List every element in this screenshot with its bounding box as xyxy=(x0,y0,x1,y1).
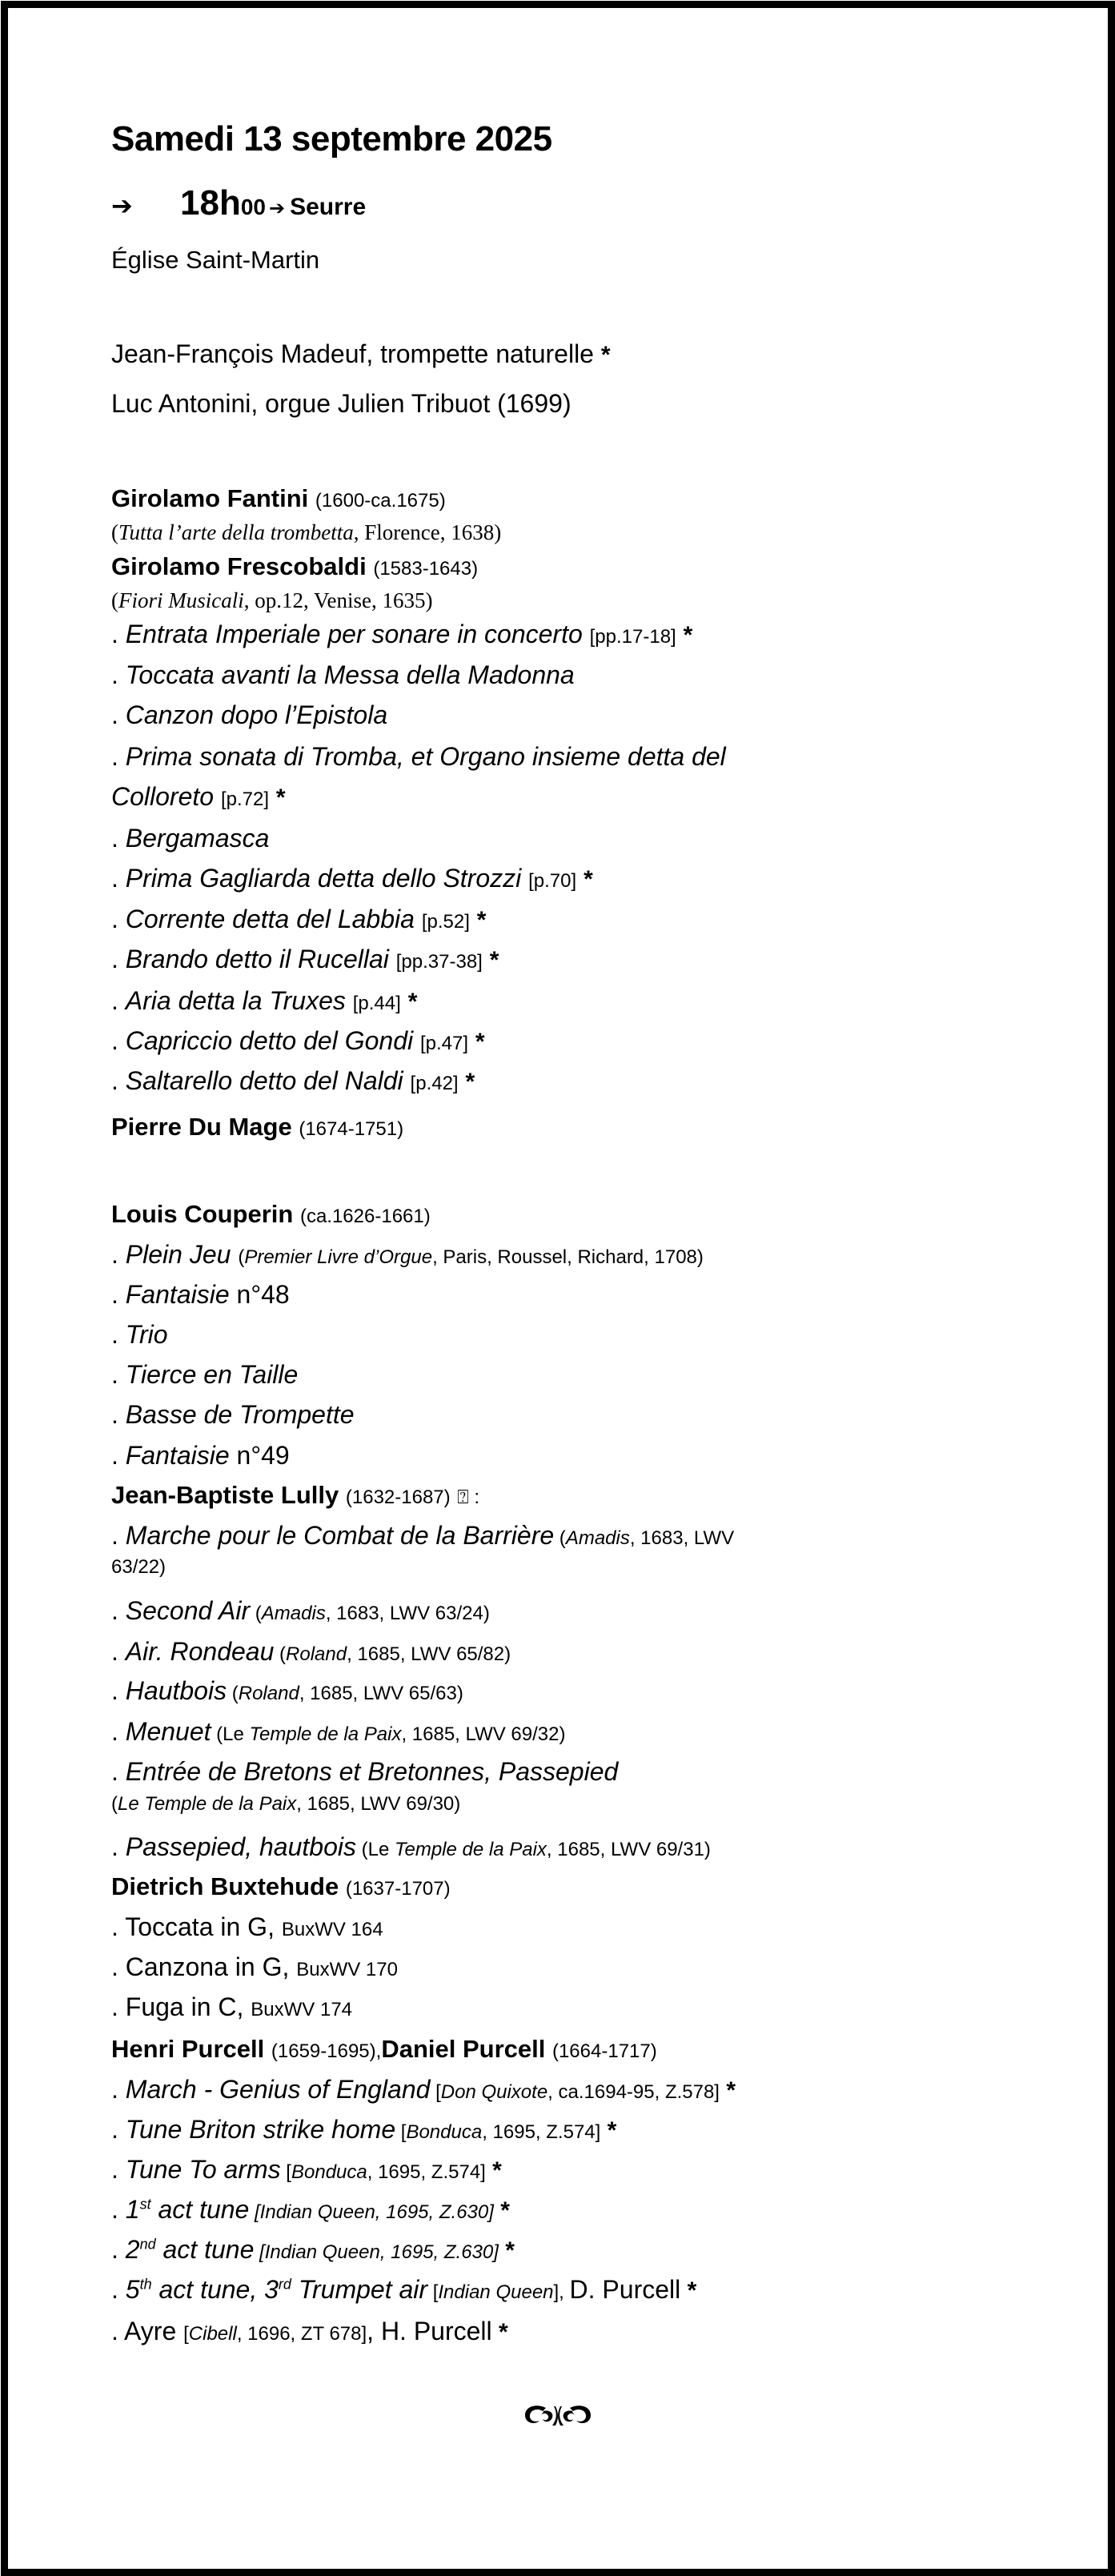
composer-heading xyxy=(111,1202,431,1226)
piece-item: . Passepied, hautbois (Le Temple de la Paix, 1685, LWV 69/31) xyxy=(111,1832,711,1861)
source-title: Roland xyxy=(238,1683,299,1704)
star-marker: * xyxy=(475,1029,485,1055)
composer-dates: (1637-1707) xyxy=(345,1878,451,1900)
page-ref: [p.72] xyxy=(220,788,269,810)
piece-title: Marche pour le Combat de la Barrière xyxy=(125,1521,555,1550)
paren: ( xyxy=(111,588,118,612)
bracket: [ xyxy=(280,2161,291,2183)
piece-item: . Tune To arms [Bonduca, 1695, Z.574] * xyxy=(111,2155,502,2184)
composer-heading xyxy=(111,1874,451,1899)
piece-title: Corrente detta del Labbia xyxy=(125,905,415,933)
catalogue-ref: BuxWV 170 xyxy=(296,1959,398,1980)
paren: ( xyxy=(238,1246,245,1268)
paren: (Le xyxy=(211,1723,250,1745)
performer-text: Jean-François Madeuf, trompette naturelle xyxy=(111,339,594,368)
arrow-right-icon: ➔ xyxy=(268,198,286,219)
piece-item xyxy=(111,702,387,728)
bullet: . xyxy=(111,700,126,729)
bullet: . xyxy=(111,660,126,689)
composer-name: Pierre Du Mage xyxy=(111,1113,292,1141)
piece-title: . Ayre xyxy=(111,2317,184,2345)
piece-title: Menuet xyxy=(125,1717,211,1746)
piece-item: . 2nd act tune [Indian Queen, 1695, Z.630] * xyxy=(111,2235,515,2264)
ordinal-number: 2 xyxy=(125,2235,140,2264)
star-marker: * xyxy=(476,907,487,933)
page-ref: [p.44] xyxy=(352,993,401,1014)
piece-item xyxy=(111,1954,398,1980)
paren: (Le xyxy=(355,1839,395,1860)
piece-item xyxy=(111,621,692,648)
source-title: Bonduca xyxy=(406,2121,483,2143)
ordinal-suffix: th xyxy=(139,2276,152,2293)
source-title: Amadis xyxy=(565,1527,630,1549)
piece-title: Prima sonata di Tromba, et Organo insieme detta del xyxy=(125,742,726,771)
piece-title: Hautbois xyxy=(125,1676,227,1705)
piece-item: . Menuet (Le Temple de la Paix, 1685, LWV 69/32) xyxy=(111,1717,566,1746)
colon: : xyxy=(468,1487,480,1508)
piece-title: Prima Gagliarda detta dello Strozzi xyxy=(125,864,522,893)
composer-name: Girolamo Fantini xyxy=(111,484,309,512)
piece-item xyxy=(111,1068,475,1094)
composer-heading xyxy=(111,2036,657,2061)
paren: ( xyxy=(250,1603,262,1624)
piece-item xyxy=(111,946,499,973)
star-marker: * xyxy=(680,2277,697,2304)
piece-item xyxy=(111,744,726,769)
source-title: Indian Queen xyxy=(438,2281,554,2303)
bracket: [ xyxy=(430,2081,441,2103)
ordinal-suffix: nd xyxy=(139,2236,156,2253)
piece-title: Canzon dopo l’Epistola xyxy=(125,700,388,729)
piece-title: Trio xyxy=(125,1320,168,1349)
piece-author: , H. Purcell xyxy=(367,2317,492,2345)
source-details: , 1685, LWV 69/30) xyxy=(296,1793,461,1815)
bracket: [ xyxy=(183,2323,189,2345)
piece-title: act tune xyxy=(155,2235,255,2264)
piece-number: n°49 xyxy=(229,1441,290,1470)
piece-title: Fantaisie xyxy=(125,1441,230,1470)
piece-item: . 5th act tune, 3rd Trumpet air [Indian Queen], D. Purcell * xyxy=(111,2275,697,2304)
time-location-row xyxy=(111,183,367,223)
source-title: Bonduca xyxy=(291,2161,367,2183)
piece-title: Entrata Imperiale per sonare in concerto xyxy=(125,620,583,648)
star-marker: * xyxy=(600,342,611,368)
source-title: Don Quixote xyxy=(440,2081,548,2103)
star-marker: * xyxy=(275,784,286,811)
piece-title: Trumpet air xyxy=(291,2275,428,2304)
source-details: , ca.1694-95, Z.578] xyxy=(547,2081,720,2103)
bullet: . xyxy=(111,1066,126,1095)
piece-title: Fantaisie xyxy=(125,1280,230,1309)
composer-heading xyxy=(111,1483,479,1507)
piece-title: Capriccio detto del Gondi xyxy=(125,1026,414,1055)
piece-item xyxy=(111,988,417,1014)
piece-item xyxy=(111,2318,508,2345)
catalogue-ref: BuxWV 164 xyxy=(281,1919,383,1940)
piece-item: . Air. Rondeau (Roland, 1685, LWV 65/82) xyxy=(111,1637,511,1666)
composer-dates: (1600-ca.1675) xyxy=(315,490,446,512)
piece-title: Basse de Trompette xyxy=(125,1400,355,1429)
piece-title: . Canzona in G, xyxy=(111,1952,297,1981)
source-details: , 1695, Z.574] xyxy=(367,2161,486,2183)
source-details: , 1683, LWV 63/24) xyxy=(325,1603,490,1624)
bullet: . xyxy=(111,945,126,973)
star-marker: * xyxy=(407,989,418,1015)
page-ref: [pp.17-18] xyxy=(589,626,676,648)
composer-heading xyxy=(111,554,478,579)
piece-item: . Fantaisie n°49 xyxy=(111,1441,290,1470)
bullet: . xyxy=(111,986,126,1015)
source-details: , 1695, Z.574] xyxy=(482,2121,601,2143)
source-details: , Florence, 1638) xyxy=(353,520,502,544)
piece-item: . Marche pour le Combat de la Barrière (Amadis, 1683, LWV xyxy=(111,1521,735,1550)
piece-item xyxy=(111,1028,485,1054)
page-ref: [p.52] xyxy=(421,911,470,933)
piece-item: . Tierce en Taille xyxy=(111,1360,299,1389)
page-ref: [pp.37-38] xyxy=(395,951,483,973)
source-line xyxy=(111,590,433,612)
piece-item xyxy=(111,784,286,810)
piece-item xyxy=(111,662,575,688)
piece-item xyxy=(111,865,593,892)
paren: ( xyxy=(274,1643,287,1665)
event-venue: Église Saint-Martin xyxy=(111,246,320,274)
piece-title: March - Genius of England xyxy=(125,2075,431,2104)
bullet: . xyxy=(111,824,126,853)
composer-dates: (1674-1751) xyxy=(299,1118,404,1140)
source-details: , Paris, Roussel, Richard, 1708) xyxy=(432,1246,704,1268)
composer-heading xyxy=(111,486,446,511)
bracket: [ xyxy=(395,2121,407,2143)
star-marker: * xyxy=(485,2157,502,2184)
piece-title: act tune xyxy=(150,2195,250,2224)
piece-title: Tune To arms xyxy=(125,2155,281,2184)
piece-item: . Trio xyxy=(111,1320,168,1349)
catalogue-ref: BuxWV 174 xyxy=(251,1999,353,2020)
piece-item: . March - Genius of England [Don Quixote, ca.1694-95, Z.578] * xyxy=(111,2075,736,2104)
star-marker: * xyxy=(491,2319,508,2345)
fleuron-ornament-icon xyxy=(522,2401,594,2429)
separator: , xyxy=(375,2040,382,2062)
bullet: . xyxy=(111,1026,126,1055)
star-marker: * xyxy=(489,947,499,973)
composer-dates: (1659-1695) xyxy=(271,2040,376,2062)
piece-item xyxy=(111,906,486,933)
piece-title: Entrée de Bretons et Bretonnes, Passepied xyxy=(125,1757,619,1786)
composer-name: Daniel Purcell xyxy=(381,2035,546,2063)
piece-title: Second Air xyxy=(125,1596,251,1625)
page-ref: [p.70] xyxy=(528,870,577,892)
composer-name: Henri Purcell xyxy=(111,2035,265,2063)
piece-title: . Fuga in C, xyxy=(111,1992,251,2021)
piece-source-wrap xyxy=(111,1795,460,1814)
fleuron-ornament-icon xyxy=(0,2401,1115,2433)
bullet: . xyxy=(111,905,126,933)
event-hour: 18h xyxy=(180,183,241,223)
star-marker: * xyxy=(600,2117,617,2144)
bullet: . xyxy=(111,864,126,893)
source-details: , 1696, ZT 678] xyxy=(236,2323,367,2345)
piece-title: Colloreto xyxy=(111,782,215,811)
event-town: Seurre xyxy=(290,194,367,220)
piece-author: D. Purcell xyxy=(569,2275,681,2304)
composer-name: Jean-Baptiste Lully xyxy=(111,1481,339,1509)
source-details: [Indian Queen, 1695, Z.630] xyxy=(249,2201,494,2223)
piece-title: Tune Briton strike home xyxy=(125,2115,396,2144)
piece-source-wrap: 63/22) xyxy=(111,1556,166,1578)
piece-item: . Basse de Trompette xyxy=(111,1400,355,1429)
star-marker: * xyxy=(465,1069,475,1095)
paren: ( xyxy=(111,1793,118,1815)
source-details: , op.12, Venise, 1635) xyxy=(243,588,433,612)
source-title: Temple de la Paix xyxy=(395,1839,547,1860)
composer-dates: (1664-1717) xyxy=(551,2040,657,2062)
composer-dates: (1583-1643) xyxy=(373,558,479,580)
source-details: , 1685, LWV 65/82) xyxy=(347,1643,511,1665)
piece-item: . Second Air (Amadis, 1683, LWV 63/24) xyxy=(111,1596,490,1625)
ordinal-suffix: st xyxy=(139,2196,151,2213)
star-marker: * xyxy=(584,866,593,893)
source-title: Premier Livre d’Orgue xyxy=(244,1246,433,1268)
piece-title: Plein Jeu xyxy=(125,1240,231,1269)
composer-name: Louis Couperin xyxy=(111,1200,294,1228)
composer-name: Girolamo Frescobaldi xyxy=(111,552,367,580)
bullet: . xyxy=(111,742,126,771)
piece-title: Aria detta la Truxes xyxy=(125,986,346,1015)
composer-dates: (1632-1687) xyxy=(345,1487,451,1508)
source-title: Roland xyxy=(286,1643,347,1665)
piece-title: Passepied, hautbois xyxy=(125,1832,356,1861)
piece-number: n°48 xyxy=(229,1280,290,1309)
composer-heading xyxy=(111,1114,403,1139)
ordinal-number: 5 xyxy=(125,2275,140,2304)
arrow-right-icon: ➔ xyxy=(111,191,133,220)
piece-title: Brando detto il Rucellai xyxy=(125,945,389,973)
performer-trumpet xyxy=(111,341,611,367)
source-title: Temple de la Paix xyxy=(249,1723,402,1745)
source-details: , 1685, LWV 65/63) xyxy=(299,1683,463,1704)
star-marker: * xyxy=(683,622,693,648)
source-details: , 1685, LWV 69/31) xyxy=(546,1839,711,1860)
source-title: Cibell xyxy=(188,2323,237,2345)
page-ref: [p.47] xyxy=(419,1033,469,1054)
piece-item xyxy=(111,1994,352,2020)
star-marker: * xyxy=(493,2197,510,2224)
paren: ( xyxy=(111,520,118,544)
piece-title: Toccata avanti la Messa della Madonna xyxy=(125,660,575,689)
bullet: . xyxy=(111,620,126,648)
source-details: , 1685, LWV 69/32) xyxy=(401,1723,566,1745)
piece-title: Tierce en Taille xyxy=(125,1360,299,1389)
piece-item xyxy=(111,1914,383,1940)
source-title: Fiori Musicali xyxy=(118,588,244,612)
source-title: Le Temple de la Paix xyxy=(118,1793,297,1815)
piece-item: . 1st act tune [Indian Queen, 1695, Z.630] * xyxy=(111,2195,510,2224)
source-details: , 1683, LWV xyxy=(629,1527,735,1549)
composer-dates: (ca.1626-1661) xyxy=(299,1206,431,1227)
star-marker: * xyxy=(498,2237,515,2264)
piece-item xyxy=(111,825,269,851)
source-details: ], xyxy=(553,2281,570,2303)
ordinal-number: 1 xyxy=(125,2195,140,2224)
piece-item: . Fantaisie n°48 xyxy=(111,1280,290,1309)
missing-glyph-icon: ⍰ xyxy=(457,1487,469,1508)
event-date: Samedi 13 septembre 2025 xyxy=(111,119,552,158)
source-line xyxy=(111,522,501,544)
ordinal-suffix: rd xyxy=(278,2276,291,2293)
piece-title: Air. Rondeau xyxy=(125,1637,275,1666)
composer-name: Dietrich Buxtehude xyxy=(111,1872,339,1900)
source-title: Tutta l’arte della trombetta xyxy=(118,520,354,544)
source-details: [Indian Queen, 1695, Z.630] xyxy=(254,2241,499,2263)
piece-title: Saltarello detto del Naldi xyxy=(125,1066,403,1095)
bracket: [ xyxy=(427,2281,439,2303)
piece-item: . Plein Jeu (Premier Livre d’Orgue, Paris, Roussel, Richard, 1708) xyxy=(111,1240,704,1269)
piece-title: . Toccata in G, xyxy=(111,1912,282,1941)
paren: ( xyxy=(227,1683,239,1704)
source-title: Amadis xyxy=(261,1603,326,1624)
star-marker: * xyxy=(719,2077,736,2104)
piece-item: . Entrée de Bretons et Bretonnes, Passepied xyxy=(111,1757,619,1786)
piece-title: act tune, 3 xyxy=(151,2275,279,2304)
piece-title: Bergamasca xyxy=(125,824,270,853)
event-minutes: 00 xyxy=(240,195,266,219)
paren: ( xyxy=(554,1527,566,1549)
performer-organ: Luc Antonini, orgue Julien Tribuot (1699) xyxy=(111,389,572,418)
page-ref: [p.42] xyxy=(410,1073,459,1094)
piece-item: . Tune Briton strike home [Bonduca, 1695, Z.574] * xyxy=(111,2115,617,2144)
piece-item: . Hautbois (Roland, 1685, LWV 65/63) xyxy=(111,1676,463,1705)
